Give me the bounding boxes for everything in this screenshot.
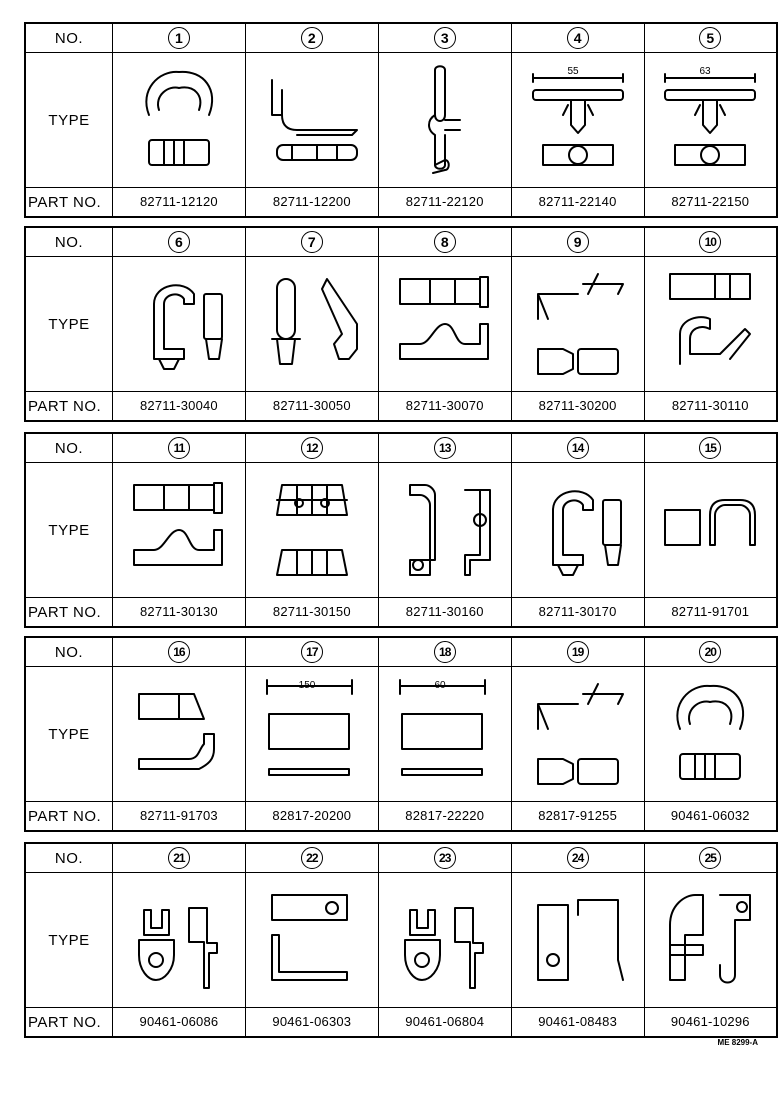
tape-icon <box>246 674 378 794</box>
item-number-badge: 9 <box>567 231 589 253</box>
item-number-badge: 14 <box>567 437 589 459</box>
part-number: 82711-30200 <box>538 398 617 413</box>
part-illustration-cell <box>644 873 777 1008</box>
item-number-cell <box>644 637 777 667</box>
item-number-cell <box>511 227 644 257</box>
part-number: 82711-12200 <box>272 194 351 209</box>
item-number-cell <box>113 637 246 667</box>
part-number-cell <box>245 392 378 422</box>
part-number-cell <box>245 188 378 218</box>
part-illustration-cell <box>644 53 777 188</box>
part-number: 82711-30070 <box>405 398 484 413</box>
item-number-cell <box>245 637 378 667</box>
part-illustration-cell <box>113 53 246 188</box>
item-number-cell <box>113 23 246 53</box>
part-number: 82711-22120 <box>405 194 484 209</box>
part-illustration-cell <box>113 257 246 392</box>
item-number-cell <box>245 843 378 873</box>
part-illustration-cell <box>511 463 644 598</box>
part-number-cell <box>113 802 246 832</box>
part-illustration-cell <box>245 463 378 598</box>
item-number-badge: 16 <box>168 641 190 663</box>
item-number-badge: 1 <box>168 27 190 49</box>
item-number-badge: 24 <box>567 847 589 869</box>
grommet-icon <box>246 470 378 590</box>
no-header-label: NO. <box>25 227 113 257</box>
item-number-badge: 5 <box>699 27 721 49</box>
item-number-badge: 12 <box>301 437 323 459</box>
part-illustration-cell <box>113 463 246 598</box>
strap-clip-icon <box>246 60 378 180</box>
part-number-cell <box>644 392 777 422</box>
part-number-cell <box>511 1008 644 1038</box>
terminal-clip-icon <box>379 880 511 1000</box>
bracket-clip-icon <box>512 264 644 384</box>
cable-holder-icon <box>645 264 776 384</box>
part-number-cell <box>378 802 511 832</box>
item-number-badge: 18 <box>434 641 456 663</box>
part-number-cell <box>245 1008 378 1038</box>
part-number: 90461-10296 <box>670 1014 750 1029</box>
part-illustration-cell <box>644 667 777 802</box>
parts-table-4 <box>24 636 778 832</box>
item-number-badge: 8 <box>434 231 456 253</box>
part-number: 82711-12120 <box>140 194 218 209</box>
type-header-label: TYPE <box>25 667 113 802</box>
part-number: 90461-06804 <box>405 1014 485 1029</box>
part-number: 90461-08483 <box>538 1014 618 1029</box>
type-header-label: TYPE <box>25 53 113 188</box>
part-number-cell <box>378 1008 511 1038</box>
no-header-label: NO. <box>25 843 113 873</box>
item-number-cell <box>113 227 246 257</box>
parts-table-5 <box>24 842 778 1038</box>
part-number: 82711-22140 <box>538 194 617 209</box>
part-number: 82711-91701 <box>671 604 750 619</box>
part-illustration-cell <box>511 873 644 1008</box>
reference-code: ME 8299-A <box>717 1038 758 1047</box>
j-hook-icon <box>645 880 776 1000</box>
part-number: 82711-30160 <box>405 604 484 619</box>
item-number-cell <box>378 433 511 463</box>
part-number-cell <box>245 802 378 832</box>
part-number-cell <box>113 1008 246 1038</box>
part-number: 90461-06086 <box>139 1014 219 1029</box>
part-number-cell <box>378 188 511 218</box>
item-number-badge: 15 <box>699 437 721 459</box>
part-number-cell <box>644 1008 777 1038</box>
item-number-cell <box>511 23 644 53</box>
part-number-cell <box>644 598 777 628</box>
part-number-cell <box>511 392 644 422</box>
spring-clip-icon <box>113 60 245 180</box>
part-illustration-cell <box>511 667 644 802</box>
part-number: 82711-30040 <box>140 398 218 413</box>
bent-bracket-icon <box>512 880 644 1000</box>
t-clamp-icon <box>645 60 776 180</box>
push-clip-icon <box>246 264 378 384</box>
part-illustration-cell <box>113 873 246 1008</box>
part-number-cell <box>511 188 644 218</box>
item-number-badge: 4 <box>567 27 589 49</box>
item-number-cell <box>644 227 777 257</box>
item-number-cell <box>245 23 378 53</box>
part-illustration-cell <box>511 257 644 392</box>
item-number-cell <box>511 637 644 667</box>
part-number: 82711-22150 <box>671 194 750 209</box>
parts-table-3 <box>24 432 778 628</box>
item-number-badge: 25 <box>699 847 721 869</box>
part-illustration-cell <box>511 53 644 188</box>
part-no-header-label: PART NO. <box>25 1008 113 1038</box>
part-number-cell <box>511 598 644 628</box>
item-number-cell <box>644 23 777 53</box>
item-number-badge: 2 <box>301 27 323 49</box>
part-no-header-label: PART NO. <box>25 392 113 422</box>
terminal-clip-icon <box>113 880 245 1000</box>
item-number-cell <box>113 843 246 873</box>
svg-text:150: 150 <box>298 680 316 691</box>
t-clamp-icon <box>512 60 644 180</box>
item-number-cell <box>113 433 246 463</box>
bracket-clip-icon <box>512 674 644 794</box>
item-number-badge: 23 <box>434 847 456 869</box>
double-clamp-icon <box>379 264 511 384</box>
part-illustration-cell <box>644 257 777 392</box>
item-number-badge: 6 <box>168 231 190 253</box>
item-number-cell <box>378 227 511 257</box>
hook-clamp-icon <box>113 264 245 384</box>
part-number-cell <box>644 802 777 832</box>
part-illustration-cell <box>113 667 246 802</box>
part-number-cell <box>378 598 511 628</box>
l-bracket-icon <box>246 880 378 1000</box>
part-number: 82817-22220 <box>405 808 485 823</box>
part-number-cell <box>378 392 511 422</box>
item-number-badge: 19 <box>567 641 589 663</box>
parts-table-2 <box>24 226 778 422</box>
hook-clamp-icon <box>512 470 644 590</box>
type-header-label: TYPE <box>25 873 113 1008</box>
wire-clip-icon <box>379 60 511 180</box>
part-no-header-label: PART NO. <box>25 188 113 218</box>
part-number-cell <box>644 188 777 218</box>
item-number-badge: 17 <box>301 641 323 663</box>
type-header-label: TYPE <box>25 463 113 598</box>
tab-clip-icon <box>113 674 245 794</box>
part-illustration-cell <box>378 53 511 188</box>
no-header-label: NO. <box>25 433 113 463</box>
item-number-badge: 11 <box>168 437 190 459</box>
item-number-cell <box>378 843 511 873</box>
part-illustration-cell <box>378 463 511 598</box>
svg-text:63: 63 <box>699 66 711 77</box>
item-number-cell <box>245 433 378 463</box>
item-number-badge: 7 <box>301 231 323 253</box>
item-number-cell <box>245 227 378 257</box>
part-number: 82711-30170 <box>538 604 617 619</box>
parts-table-1 <box>24 22 778 218</box>
part-illustration-cell <box>245 53 378 188</box>
part-illustration-cell <box>245 257 378 392</box>
part-illustration-cell <box>245 667 378 802</box>
part-number: 90461-06032 <box>670 808 750 823</box>
part-illustration-cell <box>378 667 511 802</box>
part-number: 82711-91703 <box>140 808 218 823</box>
item-number-cell <box>511 433 644 463</box>
svg-text:60: 60 <box>434 680 446 691</box>
item-number-cell <box>644 433 777 463</box>
double-clamp-icon <box>113 470 245 590</box>
part-number-cell <box>245 598 378 628</box>
type-header-label: TYPE <box>25 257 113 392</box>
part-no-header-label: PART NO. <box>25 802 113 832</box>
item-number-cell <box>511 843 644 873</box>
no-header-label: NO. <box>25 637 113 667</box>
item-number-cell <box>378 637 511 667</box>
part-number: 82817-20200 <box>272 808 352 823</box>
part-illustration-cell <box>644 463 777 598</box>
part-illustration-cell <box>378 873 511 1008</box>
part-number: 82711-30150 <box>272 604 351 619</box>
item-number-badge: 13 <box>434 437 456 459</box>
tape-icon <box>379 674 511 794</box>
no-header-label: NO. <box>25 23 113 53</box>
part-illustration-cell <box>245 873 378 1008</box>
part-number-cell <box>113 598 246 628</box>
part-number-cell <box>113 392 246 422</box>
svg-text:55: 55 <box>567 66 579 77</box>
bracket-icon <box>379 470 511 590</box>
item-number-cell <box>378 23 511 53</box>
item-number-badge: 10 <box>699 231 721 253</box>
part-number: 82711-30110 <box>671 398 749 413</box>
part-number: 82711-30050 <box>272 398 351 413</box>
item-number-badge: 3 <box>434 27 456 49</box>
part-number: 82711-30130 <box>140 604 218 619</box>
item-number-badge: 21 <box>168 847 190 869</box>
part-number-cell <box>511 802 644 832</box>
part-illustration-cell <box>378 257 511 392</box>
part-no-header-label: PART NO. <box>25 598 113 628</box>
part-number: 90461-06303 <box>272 1014 352 1029</box>
spring-clip-icon <box>645 674 776 794</box>
part-number: 82817-91255 <box>538 808 618 823</box>
item-number-badge: 22 <box>301 847 323 869</box>
u-clip-icon <box>645 470 776 590</box>
item-number-cell <box>644 843 777 873</box>
item-number-badge: 20 <box>699 641 721 663</box>
part-number-cell <box>113 188 246 218</box>
